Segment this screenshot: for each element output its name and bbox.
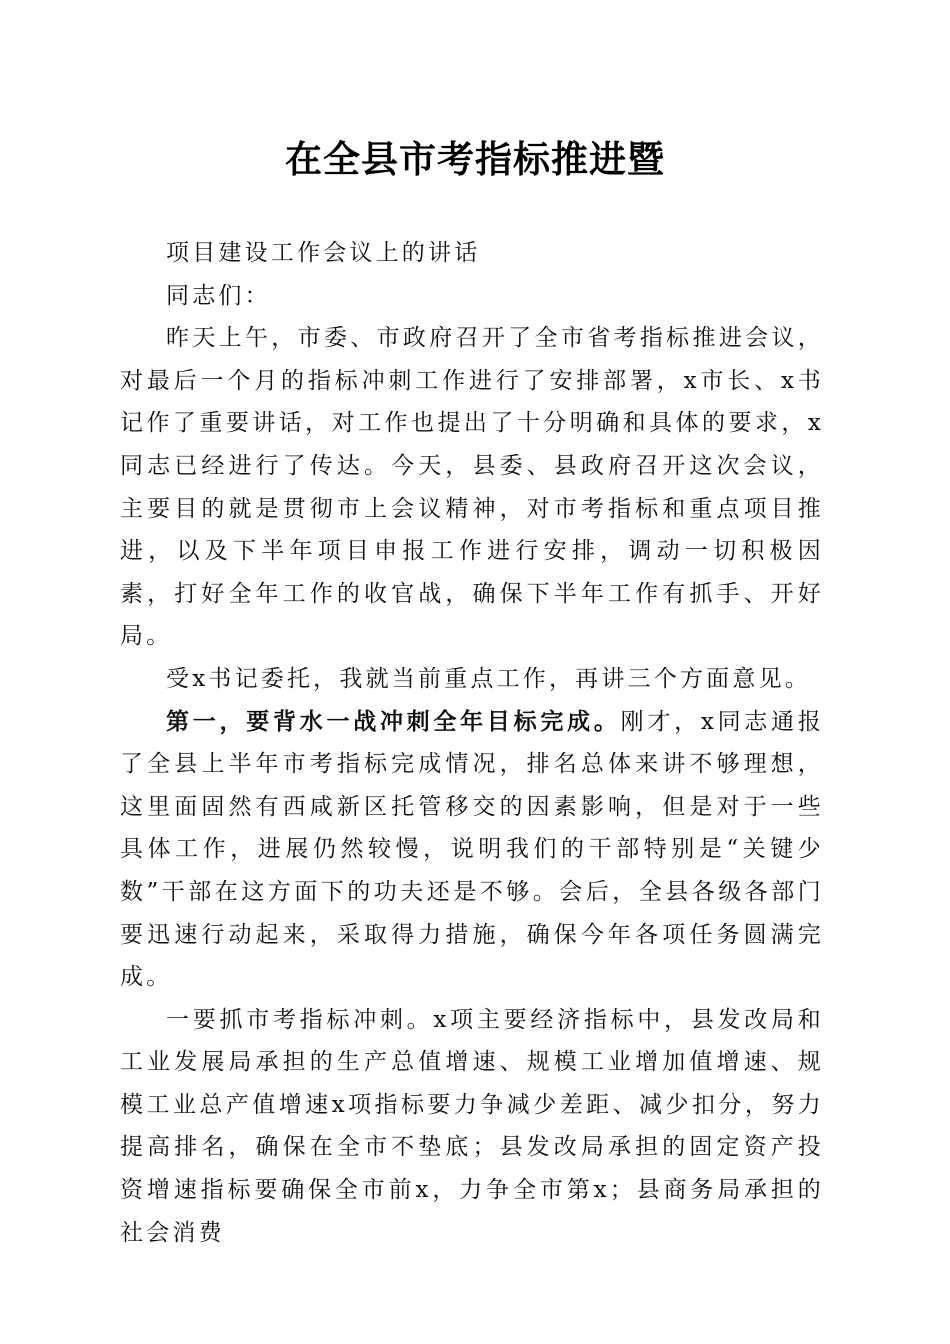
- paragraph-subtitle: [120, 232, 824, 275]
- paragraph-text: 昨天上午，市委、市政府召开了全市省考指标推进会议，对最后一个月的指标冲刺工作进行了安排部署，x市长、x书记作了重要讲话，对工作也提出了十分明确和具体的要求，x同志已经进行了传达。今天，县委、县政府召开这次会议，主要目的就是贯彻市上会议精神，对市考指标和重点项目推进，以及下半年项目申报工作进行安排，调动一切积极因素，打好全年工作的收官战，确保下半年工作有抓手、开好局。: [120, 325, 824, 650]
- paragraph-text: 刚才，x同志通报了全县上半年市考指标完成情况，排名总体来讲不够理想，这里面固然有西咸新区托管移交的因素影响，但是对于一些具体工作，进展仍然较慢，说明我们的干部特别是“关键少数”干部在这方面下的功夫还是不够。会后，全县各级各部门要迅速行动起来，采取得力措施，确保今年各项任务圆满完成。: [120, 708, 824, 991]
- paragraph-lead-bold: 第一，要背水一战冲刺全年目标完成。: [166, 707, 621, 735]
- paragraph-intro: [120, 317, 824, 658]
- paragraph-text: 项目建设工作会议上的讲话: [166, 240, 481, 266]
- paragraph-text: 一要抓市考指标冲刺。x项主要经济指标中，县发改局和工业发展局承担的生产总值增速、规模工业增加值增速、规模工业总产值增速x项指标要力争减少差距、减少扣分，努力提高排名，确保在全市不垫底；县发改局承担的固定资产投资增速指标要确保全市前x，力争全市第x；县商务局承担的社会消费: [120, 1006, 824, 1246]
- paragraph-sub-point-one: [120, 999, 824, 1255]
- document-title: 在全县市考指标推进暨: [285, 137, 665, 181]
- paragraph-salutation: [120, 275, 824, 318]
- document-body: [120, 232, 824, 1254]
- paragraph-text: 受x书记委托，我就当前重点工作，再讲三个方面意见。: [166, 665, 811, 692]
- paragraph-text: 同志们：: [166, 282, 271, 309]
- paragraph-entrusted: [120, 658, 824, 701]
- paragraph-point-one: [120, 701, 824, 999]
